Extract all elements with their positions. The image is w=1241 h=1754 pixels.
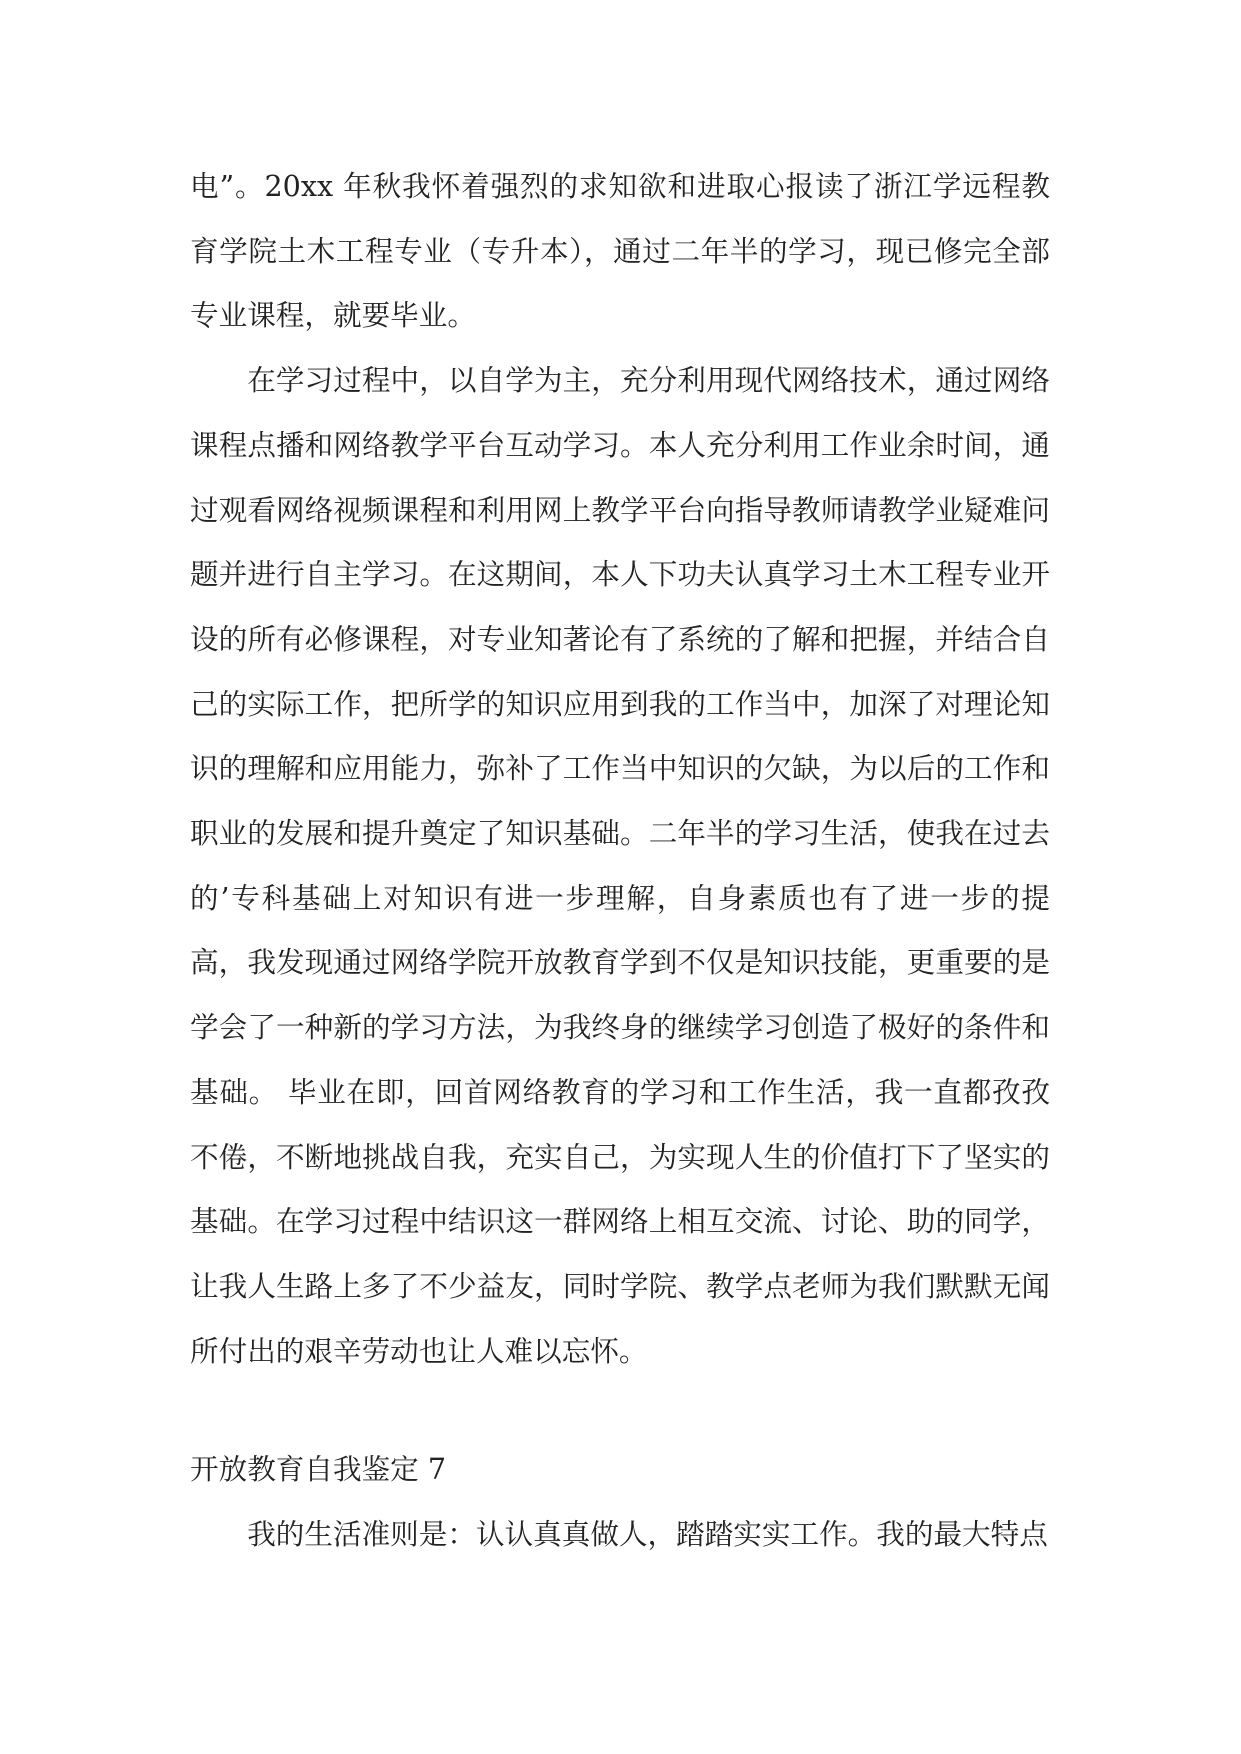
paragraph-study-process: 在学习过程中，以自学为主，充分利用现代网络技术，通过网络课程点播和网络教学平台互动学习。本人充分利用工作业余时间，通过观看网络视频课程和利用网上教学平台向指导教师请教学业疑难问题并进行自主学习。在这期间，本人下功夫认真学习土木工程专业开设的所有必修课程，对专业知著论有了系统的了解和把握，并结合自己的实际工作，把所学的知识应用到我的工作当中，加深了对理论知识的理解和应用能力，弥补了工作当中知识的欠缺，为以后的工作和职业的发展和提升奠定了知识基础。二年半的学习生活，使我在过去的’专科基础上对知识有进一步理解，自身素质也有了进一步的提高，我发现通过网络学院开放教育学到不仅是知识技能，更重要的是学会了一种新的学习方法，为我终身的继续学习创造了极好的条件和基础。 毕业在即，回首网络教育的学习和工作生活，我一直都孜孜不倦，不断地挑战自我，充实自己，为实现人生的价值打下了坚实的基础。在学习过程中结识这一群网络上相互交流、讨论、助的同学，让我人生路上多了不少益友，同时学院、教学点老师为我们默默无闻所付出的艰辛劳动也让人难以忘怀。	[190, 363, 1050, 1368]
document-body	[190, 154, 1050, 1567]
section-heading: 开放教育自我鉴定 7	[190, 1452, 447, 1487]
paragraph-life-principle: 我的生活准则是：认认真真做人，踏踏实实工作。我的最大特点	[247, 1517, 1048, 1552]
paragraph-continuation: 电”。20xx 年秋我怀着强烈的求知欲和进取心报读了浙江学远程教育学院土木工程专业（专升本），通过二年半的学习，现已修完全部专业课程，就要毕业。	[190, 169, 1050, 333]
